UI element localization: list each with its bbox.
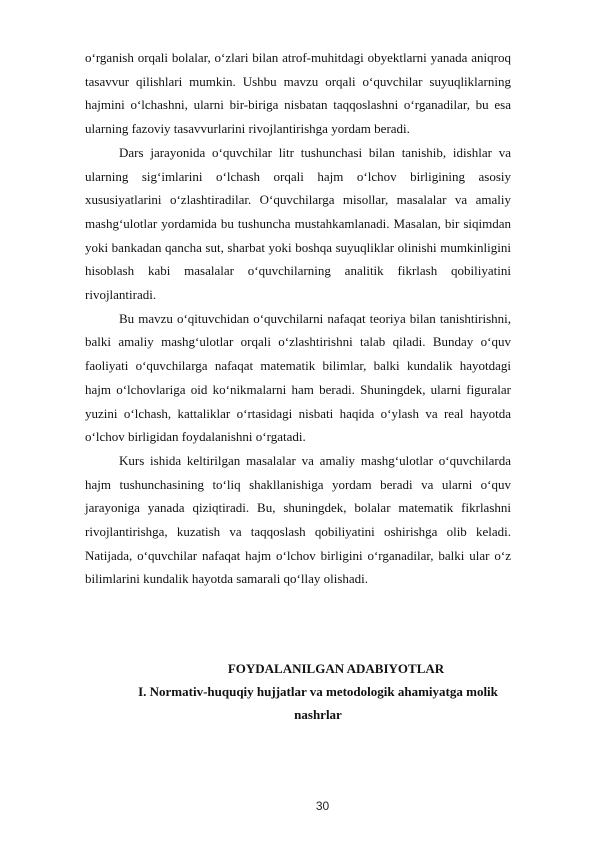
body-text <box>85 46 511 591</box>
page-number: 30 <box>315 799 330 813</box>
paragraph-lesson-process: Dars jarayonida o‘quvchilar litr tushunchasi bilan tanishib, idishlar va ularning sig‘imlarini o‘lchash orqali hajm o‘lchov birligining asosiy xususiyatlarini o‘zlashtiradilar. O‘quvchilarga misollar, masalalar va amaliy mashg‘ulotlar yordamida bu tushuncha mustahkamlanadi. Masalan, bir siqimdan yoki bankadan qancha sut, sharbat yoki boshqa suyuqliklar olinishi mumkinligini hisoblash kabi masalalar o‘quvchilarning analitik fikrlash qobiliyatini rivojlantiradi. <box>85 144 511 303</box>
references-title: FOYDALANILGAN ADABIYOTLAR <box>227 661 445 676</box>
paragraph-teacher-role: Bu mavzu o‘qituvchidan o‘quvchilarni nafaqat teoriya bilan tanishtirishni, balki amaliy mashg‘ulotlar orqali o‘zlashtirishni talab qiladi. Bunday o‘quv faoliyati o‘quvchilarga nafaqat matematik bilimlar, balki kundalik hayotdagi hajm o‘lchovlariga oid ko‘nikmalarni ham beradi. Shuningdek, ularni figuralar yuzini o‘lchash, kattaliklar o‘rtasidagi nisbati haqida o‘ylash va real hayotda o‘lchov birligidan foydalanishni o‘rgatadi. <box>85 310 511 445</box>
paragraph-continuation: o‘rganish orqali bolalar, o‘zlari bilan atrof-muhitdagi obyektlarni yanada aniqroq tasavvur qilishlari mumkin. Ushbu mavzu orqali o‘quvchilar suyuqliklarning hajmini o‘lchashni, ularni bir-biriga nisbatan taqqoslashni o‘rganadilar, bu esa ularning fazoviy tasavvurlarini rivojlantirishga yordam beradi. <box>85 50 511 137</box>
references-heading-block <box>85 657 511 726</box>
paragraph-conclusion: Kurs ishida keltirilgan masalalar va amaliy mashg‘ulotlar o‘quvchilarda hajm tushunchasining to‘liq shakllanishiga yordam beradi va ularni o‘quv jarayoniga yanada qiziqtiradi. Bu, shuningdek, bolalar matematik fikrlashni rivojlantirishga, kuzatish va taqqoslash qobiliyatini oshirishga olib keladi. Natijada, o‘quvchilar nafaqat hajm o‘lchov birligini o‘rganadilar, balki ular o‘z bilimlarini kundalik hayotda samarali qo‘llay olishadi. <box>85 452 511 587</box>
references-subtitle: I. Normativ-huquqiy hujjatlar va metodologik ahamiyatga molik nashrlar <box>138 684 498 722</box>
